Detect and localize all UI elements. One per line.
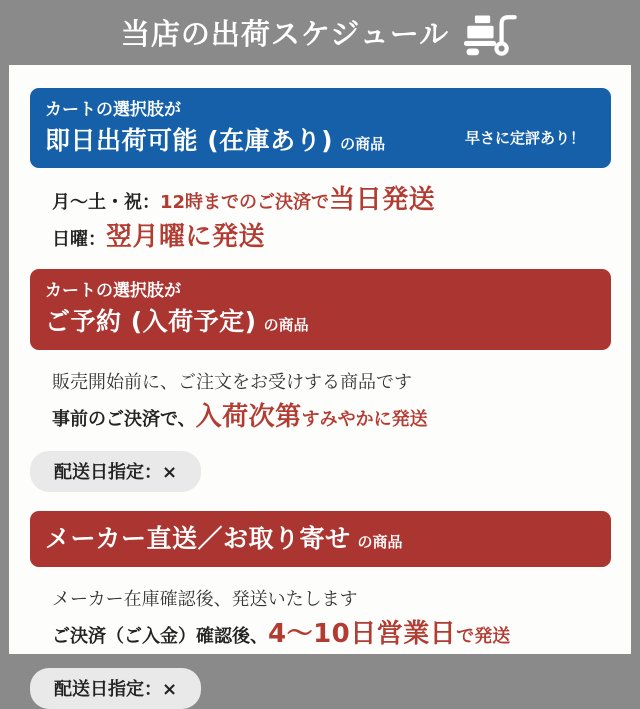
direct-red-text: で <box>456 626 475 648</box>
same-day-row-weekday <box>52 183 611 220</box>
preorder-details <box>52 365 611 437</box>
weekday-label: 月〜土・祝： <box>52 192 160 214</box>
preorder-badge-wrap <box>30 449 611 492</box>
direct-ship-word: 発送 <box>474 626 511 648</box>
banner-highlight: 即日出荷可能 (在庫あり) <box>45 125 334 155</box>
direct-highlight: 4〜10日営業日 <box>268 619 457 650</box>
weekday-condition: 12時までのご決済で <box>160 192 330 214</box>
banner-direct <box>30 511 611 568</box>
banner-preorder-text <box>45 279 309 338</box>
direct-condition-label: ご決済（ご入金）確認後、 <box>52 626 268 648</box>
banner-line2 <box>45 305 309 339</box>
same-day-row-sunday <box>52 220 611 257</box>
content-area <box>9 65 631 701</box>
same-day-details <box>52 183 611 257</box>
banner-same-day <box>30 88 611 168</box>
preorder-ship-word: 発送 <box>391 408 428 430</box>
preorder-red-text: すみやかに <box>301 408 392 430</box>
banner-suffix: の商品 <box>357 532 403 551</box>
banner-highlight: メーカー直送／お取り寄せ <box>45 523 351 553</box>
banner-line1: カートの選択肢が <box>45 281 181 302</box>
direct-description: メーカー在庫確認後、発送いたします <box>52 589 358 611</box>
weekday-result: 当日発送 <box>329 185 436 216</box>
direct-row-shipping <box>52 617 611 654</box>
delivery-date-badge: 配送日指定：× <box>30 451 201 492</box>
banner-line2 <box>45 124 385 158</box>
banner-suffix: の商品 <box>340 134 386 153</box>
preorder-highlight: 入荷次第 <box>195 401 302 432</box>
sunday-result: 翌月曜に発送 <box>106 222 266 253</box>
direct-details <box>52 582 611 654</box>
banner-suffix: の商品 <box>263 315 309 334</box>
page-title: 当店の出荷スケジュール <box>120 17 450 51</box>
preorder-row-shipping <box>52 400 611 437</box>
preorder-row-info <box>52 365 611 400</box>
banner-side-note: 早さに定評あり！ <box>464 129 585 148</box>
delivery-date-badge: 配送日指定：× <box>30 668 201 709</box>
banner-same-day-text <box>45 98 385 157</box>
banner-direct-text <box>45 522 403 556</box>
preorder-condition-label: 事前のご決済で、 <box>52 408 196 430</box>
sunday-label: 日曜： <box>52 229 106 251</box>
hand-truck-icon <box>463 13 519 57</box>
header <box>0 0 640 65</box>
banner-highlight: ご予約 (入荷予定) <box>45 306 257 336</box>
banner-preorder <box>30 269 611 349</box>
direct-badge-wrap <box>30 666 611 709</box>
preorder-description: 販売開始前に、ご注文をお受けする商品です <box>52 371 412 393</box>
direct-row-info <box>52 582 611 617</box>
banner-line1: カートの選択肢が <box>45 100 181 120</box>
